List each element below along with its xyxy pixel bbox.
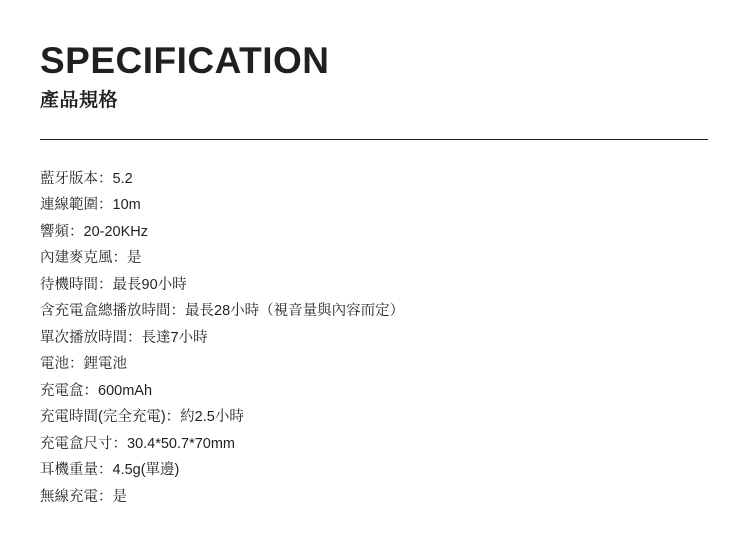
list-item: 連線範圍：10m	[40, 197, 141, 214]
page-title: SPECIFICATION	[40, 40, 330, 81]
list-item: 響頻：20-20KHz	[40, 223, 148, 240]
list-item: 單次播放時間：長達7小時	[40, 329, 208, 346]
list-item: 無線充電：是	[40, 488, 127, 505]
list-item: 含充電盒總播放時間：最長28小時（視音量與內容而定）	[40, 303, 405, 320]
specification-list	[40, 166, 710, 511]
list-item: 藍牙版本：5.2	[40, 170, 133, 187]
page-subtitle: 產品規格	[40, 90, 119, 111]
list-item: 內建麥克風：是	[40, 250, 142, 267]
horizontal-divider	[40, 139, 708, 140]
list-item: 充電盒：600mAh	[40, 382, 153, 399]
list-item: 充電時間(完全充電)：約2.5小時	[40, 409, 244, 426]
list-item: 電池：鋰電池	[40, 356, 127, 373]
list-item: 充電盒尺寸：30.4*50.7*70mm	[40, 435, 236, 452]
list-item: 耳機重量：4.5g(單邊)	[40, 462, 180, 479]
list-item: 待機時間：最長90小時	[40, 276, 187, 293]
